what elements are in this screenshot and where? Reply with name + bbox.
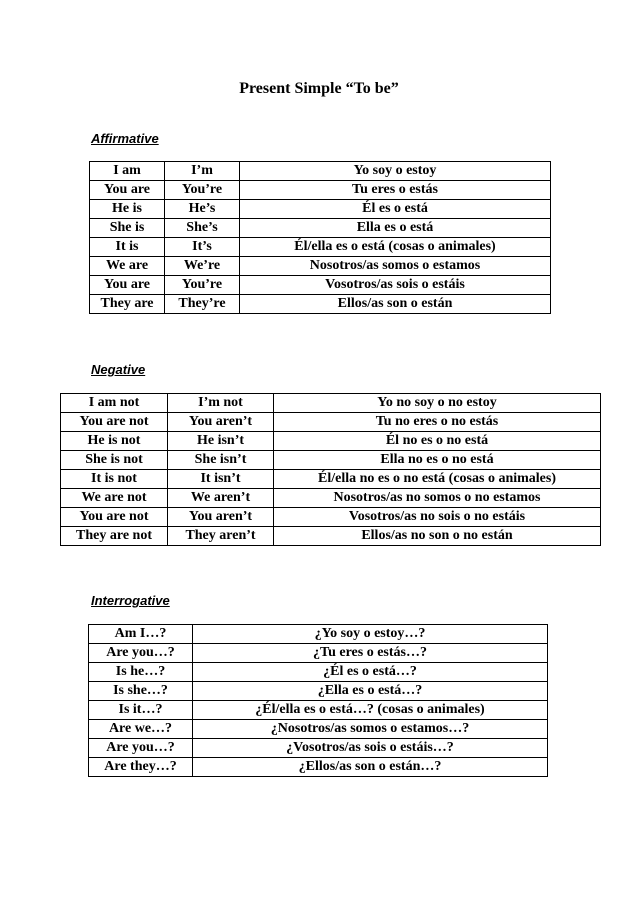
table-cell: Él no es o no está: [274, 432, 601, 451]
table-cell: ¿Él/ella es o está…? (cosas o animales): [193, 701, 548, 720]
table-cell: They are not: [61, 527, 168, 546]
table-cell: We are not: [61, 489, 168, 508]
interrogative-table-body: [89, 625, 548, 777]
table-row: [61, 394, 601, 413]
table-cell: ¿Yo soy o estoy…?: [193, 625, 548, 644]
table-row: [89, 625, 548, 644]
table-cell: Vosotros/as sois o estáis: [240, 276, 551, 295]
table-cell: I’m: [165, 162, 240, 181]
table-cell: You are: [90, 181, 165, 200]
table-row: [90, 295, 551, 314]
table-cell: You’re: [165, 181, 240, 200]
table-cell: Nosotros/as somos o estamos: [240, 257, 551, 276]
table-cell: ¿Él es o está…?: [193, 663, 548, 682]
table-cell: You are: [90, 276, 165, 295]
interrogative-table: [88, 624, 548, 777]
table-cell: He is: [90, 200, 165, 219]
table-cell: He is not: [61, 432, 168, 451]
table-cell: Él/ella no es o no está (cosas o animales): [274, 470, 601, 489]
table-row: [89, 644, 548, 663]
table-cell: ¿Tu eres o estás…?: [193, 644, 548, 663]
table-cell: Ella es o está: [240, 219, 551, 238]
table-cell: Yo soy o estoy: [240, 162, 551, 181]
table-cell: They are: [90, 295, 165, 314]
table-row: [89, 720, 548, 739]
table-row: [61, 451, 601, 470]
table-row: [89, 663, 548, 682]
table-cell: They aren’t: [168, 527, 274, 546]
table-cell: You aren’t: [168, 413, 274, 432]
table-row: [90, 276, 551, 295]
table-row: [61, 489, 601, 508]
table-cell: ¿Nosotros/as somos o estamos…?: [193, 720, 548, 739]
table-row: [90, 219, 551, 238]
table-cell: You’re: [165, 276, 240, 295]
table-cell: Is he…?: [89, 663, 193, 682]
table-cell: Nosotros/as no somos o no estamos: [274, 489, 601, 508]
table-cell: Tu eres o estás: [240, 181, 551, 200]
affirmative-table: [89, 161, 551, 314]
table-row: [89, 701, 548, 720]
table-row: [90, 238, 551, 257]
table-cell: Is she…?: [89, 682, 193, 701]
table-cell: They’re: [165, 295, 240, 314]
table-cell: Am I…?: [89, 625, 193, 644]
table-row: [61, 508, 601, 527]
table-cell: Is it…?: [89, 701, 193, 720]
table-row: [89, 758, 548, 777]
table-cell: Ella no es o no está: [274, 451, 601, 470]
table-row: [90, 181, 551, 200]
table-cell: Él/ella es o está (cosas o animales): [240, 238, 551, 257]
table-cell: We are: [90, 257, 165, 276]
negative-table: [60, 393, 601, 546]
table-cell: It’s: [165, 238, 240, 257]
table-cell: We aren’t: [168, 489, 274, 508]
table-row: [61, 470, 601, 489]
table-cell: ¿Ellos/as son o están…?: [193, 758, 548, 777]
table-row: [90, 162, 551, 181]
negative-table-body: [61, 394, 601, 546]
table-cell: You are not: [61, 508, 168, 527]
table-cell: ¿Ella es o está…?: [193, 682, 548, 701]
table-cell: Are you…?: [89, 644, 193, 663]
table-cell: You aren’t: [168, 508, 274, 527]
table-cell: She is not: [61, 451, 168, 470]
table-cell: I am not: [61, 394, 168, 413]
table-cell: Are you…?: [89, 739, 193, 758]
table-cell: He’s: [165, 200, 240, 219]
table-cell: Are they…?: [89, 758, 193, 777]
negative-heading: Negative: [91, 362, 146, 377]
table-cell: ¿Vosotros/as sois o estáis…?: [193, 739, 548, 758]
table-cell: He isn’t: [168, 432, 274, 451]
table-cell: I am: [90, 162, 165, 181]
table-row: [61, 527, 601, 546]
table-row: [61, 432, 601, 451]
table-cell: It isn’t: [168, 470, 274, 489]
table-cell: She’s: [165, 219, 240, 238]
table-cell: Are we…?: [89, 720, 193, 739]
table-row: [89, 682, 548, 701]
table-cell: It is not: [61, 470, 168, 489]
table-cell: Ellos/as son o están: [240, 295, 551, 314]
table-cell: Él es o está: [240, 200, 551, 219]
table-row: [90, 257, 551, 276]
table-cell: It is: [90, 238, 165, 257]
table-cell: Tu no eres o no estás: [274, 413, 601, 432]
table-cell: She isn’t: [168, 451, 274, 470]
table-cell: I’m not: [168, 394, 274, 413]
page-title: Present Simple “To be”: [239, 80, 399, 97]
table-cell: She is: [90, 219, 165, 238]
table-row: [61, 413, 601, 432]
affirmative-heading: Affirmative: [91, 131, 159, 146]
table-cell: Vosotros/as no sois o no estáis: [274, 508, 601, 527]
table-row: [89, 739, 548, 758]
interrogative-heading: Interrogative: [91, 593, 170, 608]
table-cell: We’re: [165, 257, 240, 276]
table-row: [90, 200, 551, 219]
table-cell: Yo no soy o no estoy: [274, 394, 601, 413]
table-cell: You are not: [61, 413, 168, 432]
affirmative-table-body: [90, 162, 551, 314]
table-cell: Ellos/as no son o no están: [274, 527, 601, 546]
